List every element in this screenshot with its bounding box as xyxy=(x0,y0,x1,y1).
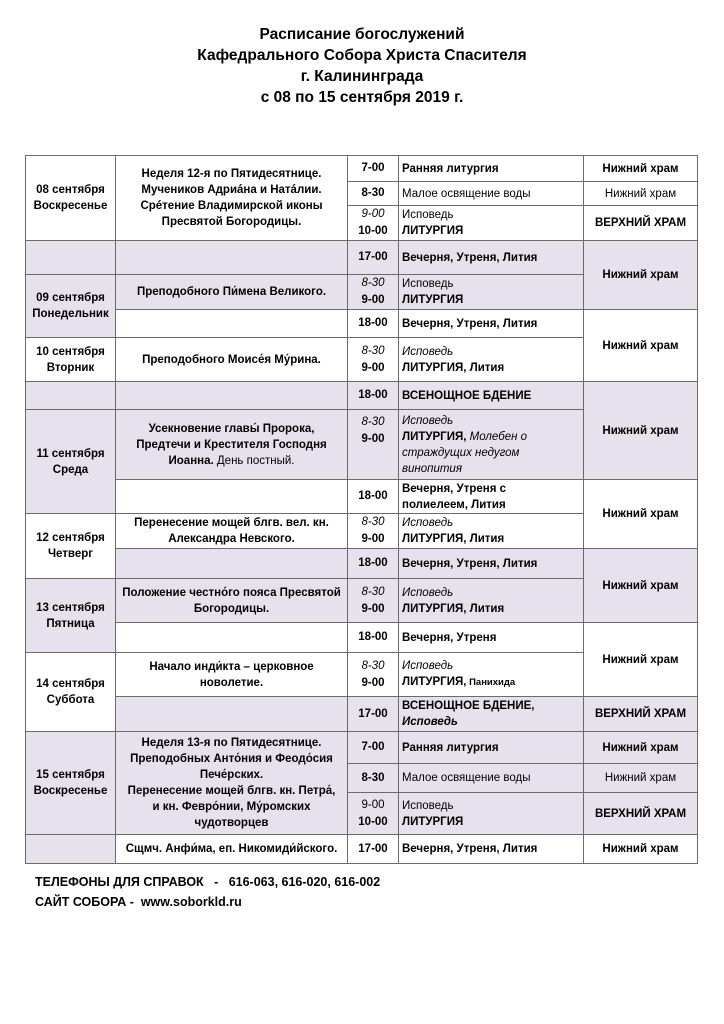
date-cell xyxy=(26,514,116,579)
weekday-label: Среда xyxy=(52,463,89,476)
schedule-table xyxy=(25,155,698,864)
time-cell: 18-00 xyxy=(348,549,399,579)
time-liturgy: 9-00 xyxy=(361,676,385,689)
date-label: 12 сентября xyxy=(36,532,105,544)
service-cell: Вечерня, Утреня, Лития xyxy=(399,310,584,338)
feast-line: Положение честно́го пояса Пресвятой xyxy=(122,586,341,599)
feast-line: новолетие. xyxy=(199,676,264,689)
service-liturgy: ЛИТУРГИЯ xyxy=(402,225,464,237)
time-confession: 8-30 xyxy=(361,416,385,428)
service-liturgy: ЛИТУРГИЯ xyxy=(402,815,464,828)
title-line: Кафедрального Собора Христа Спасителя xyxy=(197,47,527,64)
time-confession: 8-30 xyxy=(361,344,385,357)
feast-line xyxy=(119,453,344,469)
place-cell: Нижний храм xyxy=(584,623,698,697)
title-line: с 08 по 15 сентября 2019 г. xyxy=(260,89,464,106)
feast-line: Перенесение мощей блгв. вел. кн. xyxy=(134,517,329,529)
time-liturgy: 9-00 xyxy=(361,361,385,374)
date-label: 10 сентября xyxy=(36,345,105,358)
time-cell xyxy=(348,275,399,310)
place-cell: Нижний храм xyxy=(584,156,698,182)
feast-cell: Преподобного Пи́мена Великого. xyxy=(116,275,348,310)
time-cell: 8-30 xyxy=(348,764,399,793)
contacts-footer xyxy=(35,872,380,912)
feast-cell: Преподобного Моисе́я Му́рина. xyxy=(116,338,348,382)
service-liturgy: ЛИТУРГИЯ, Лития xyxy=(402,533,505,545)
table-row xyxy=(26,310,698,338)
table-row xyxy=(26,732,698,764)
title-line: Расписание богослужений xyxy=(259,26,465,43)
date-label: 13 сентября xyxy=(36,601,105,614)
feast-line: чудотворцев xyxy=(194,817,269,829)
time-cell: 8-30 xyxy=(348,182,399,206)
service-cell: Малое освящение воды xyxy=(399,182,584,206)
date-label: 11 сентября xyxy=(36,447,105,460)
feast-line: Пресвятой Богородицы. xyxy=(161,216,302,228)
time-liturgy: 10-00 xyxy=(358,815,388,828)
feast-cell xyxy=(116,579,348,623)
service-cell: Ранняя литургия xyxy=(399,156,584,182)
place-cell: Нижний храм xyxy=(584,382,698,480)
service-liturgy: ЛИТУРГИЯ, Лития xyxy=(402,361,505,374)
place-cell: Нижний храм xyxy=(584,732,698,764)
service-line: полиелеем, Лития xyxy=(402,498,506,511)
time-confession: 8-30 xyxy=(361,585,385,598)
time-cell xyxy=(348,793,399,835)
table-row xyxy=(26,156,698,182)
feast-line: Александра Невского. xyxy=(168,533,295,545)
table-row xyxy=(26,835,698,864)
time-cell: 18-00 xyxy=(348,623,399,653)
feast-cell xyxy=(116,732,348,835)
feast-cell xyxy=(116,410,348,480)
service-confession: Исповедь xyxy=(402,660,454,672)
date-label: 08 сентября xyxy=(36,184,105,196)
feast-line: Срéтение Владимирской иконы xyxy=(140,200,323,212)
service-confession: Исповедь xyxy=(402,586,454,599)
page-title xyxy=(0,24,724,108)
date-cell xyxy=(26,338,116,382)
feast-text: Иоанна. xyxy=(168,454,214,467)
time-cell xyxy=(348,579,399,623)
time-confession: 8-30 xyxy=(361,659,385,672)
empty-cell xyxy=(26,241,116,275)
time-cell xyxy=(348,338,399,382)
weekday-label: Четверг xyxy=(47,548,94,560)
service-cell: Малое освящение воды xyxy=(399,764,584,793)
service-confession: Исповедь xyxy=(402,278,454,290)
service-cell xyxy=(399,480,584,514)
feast-line: Преподобных Анто́ния и Феодо́сия xyxy=(130,753,333,765)
date-cell xyxy=(26,156,116,241)
place-cell: Нижний храм xyxy=(584,310,698,382)
service-cell xyxy=(399,338,584,382)
date-cell xyxy=(26,653,116,732)
service-cell: ВСЕНОЩНОЕ БДЕНИЕ xyxy=(399,382,584,410)
time-confession: 8-30 xyxy=(361,516,385,528)
fast-note: День постный. xyxy=(213,454,295,467)
service-liturgy: ЛИТУРГИЯ, xyxy=(402,430,467,443)
weekday-label: Понедельник xyxy=(32,308,109,320)
time-cell: 17-00 xyxy=(348,835,399,864)
empty-cell xyxy=(26,835,116,864)
service-cell xyxy=(399,206,584,241)
service-cell xyxy=(399,793,584,835)
time-liturgy: 9-00 xyxy=(361,533,385,545)
service-cell: Вечерня, Утреня, Лития xyxy=(399,835,584,864)
place-cell: Нижний храм xyxy=(584,764,698,793)
time-cell: 18-00 xyxy=(348,480,399,514)
time-cell: 7-00 xyxy=(348,156,399,182)
feast-cell xyxy=(116,156,348,241)
empty-cell xyxy=(116,310,348,338)
table-row xyxy=(26,480,698,514)
feast-line: Усекновение главы́ Пророка, xyxy=(148,422,315,435)
place-cell: Нижний храм xyxy=(584,549,698,623)
empty-cell xyxy=(116,697,348,732)
time-liturgy: 9-00 xyxy=(361,433,385,445)
time-cell xyxy=(348,410,399,480)
time-liturgy: 9-00 xyxy=(361,294,385,306)
time-cell xyxy=(348,514,399,549)
table-row xyxy=(26,697,698,732)
feast-line: и кн. Февро́нии, Му́ромских xyxy=(152,801,311,813)
place-cell: ВЕРХНИЙ ХРАМ xyxy=(584,206,698,241)
time-cell: 18-00 xyxy=(348,382,399,410)
place-cell: Нижний храм xyxy=(584,835,698,864)
service-cell xyxy=(399,653,584,697)
time-liturgy: 10-00 xyxy=(358,225,388,237)
service-confession: Исповедь xyxy=(402,799,454,812)
service-cell xyxy=(399,697,584,732)
feast-cell xyxy=(116,514,348,549)
feast-line: Неделя 12-я по Пятидесятнице. xyxy=(141,168,322,180)
empty-cell xyxy=(116,241,348,275)
time-confession: 9-00 xyxy=(361,798,385,811)
service-confession: Исповедь xyxy=(402,414,454,427)
time-confession: 8-30 xyxy=(361,277,385,289)
service-cell xyxy=(399,514,584,549)
website-line: САЙТ СОБОРА - www.soborkld.ru xyxy=(35,895,242,909)
service-cell xyxy=(399,410,584,480)
empty-cell xyxy=(116,549,348,579)
feast-line: Неделя 13-я по Пятидесятнице. xyxy=(141,737,322,749)
service-line: Вечерня, Утреня с xyxy=(402,482,507,495)
time-cell xyxy=(348,206,399,241)
feast-line: Пече́рских. xyxy=(199,769,264,781)
service-panikhida: Панихида xyxy=(466,677,516,688)
date-cell xyxy=(26,275,116,338)
service-cell: Ранняя литургия xyxy=(399,732,584,764)
service-cell: Вечерня, Утреня xyxy=(399,623,584,653)
service-cell xyxy=(399,579,584,623)
feast-cell xyxy=(116,653,348,697)
date-cell xyxy=(26,410,116,514)
empty-cell xyxy=(116,480,348,514)
weekday-label: Воскресенье xyxy=(33,785,108,797)
service-cell: Вечерня, Утреня, Лития xyxy=(399,241,584,275)
service-cell: Вечерня, Утреня, Лития xyxy=(399,549,584,579)
feast-cell: Сщмч. Анфи́ма, еп. Никомиди́йского. xyxy=(116,835,348,864)
place-cell: Нижний храм xyxy=(584,480,698,549)
feast-line: Мучеников Адриáна и Натáлии. xyxy=(141,184,322,196)
table-row xyxy=(26,241,698,275)
empty-cell xyxy=(116,382,348,410)
feast-line: Предтечи и Крестителя Господня xyxy=(136,438,327,451)
feast-line: Перенесение мощей блгв. кн. Петра́, xyxy=(127,785,336,797)
empty-cell xyxy=(116,623,348,653)
service-confession: Исповедь xyxy=(402,517,454,529)
table-row xyxy=(26,623,698,653)
date-label: 09 сентября xyxy=(36,292,105,304)
empty-cell xyxy=(26,382,116,410)
table-row xyxy=(26,549,698,579)
service-liturgy: ЛИТУРГИЯ, Лития xyxy=(402,602,505,615)
service-confession: Исповедь xyxy=(402,209,454,221)
title-line: г. Калининграда xyxy=(300,68,424,85)
date-label: 14 сентября xyxy=(36,678,105,690)
weekday-label: Воскресенье xyxy=(33,200,108,212)
time-cell: 17-00 xyxy=(348,241,399,275)
date-label: 15 сентября xyxy=(36,769,105,781)
service-moleben: Молебен о страждущих недугом винопития xyxy=(402,430,528,475)
service-liturgy: ЛИТУРГИЯ, xyxy=(402,676,467,688)
time-cell: 18-00 xyxy=(348,310,399,338)
weekday-label: Суббота xyxy=(46,694,95,706)
date-cell xyxy=(26,579,116,653)
place-cell: ВЕРХНИЙ ХРАМ xyxy=(584,697,698,732)
phones-line: ТЕЛЕФОНЫ ДЛЯ СПРАВОК - 616-063, 616-020, 616-002 xyxy=(35,875,381,889)
service-liturgy: ЛИТУРГИЯ xyxy=(402,294,464,306)
place-cell: ВЕРХНИЙ ХРАМ xyxy=(584,793,698,835)
time-cell: 7-00 xyxy=(348,732,399,764)
weekday-label: Вторник xyxy=(46,361,95,374)
place-cell: Нижний храм xyxy=(584,182,698,206)
feast-line: Начало инди́кта – церковное xyxy=(149,660,314,673)
date-cell xyxy=(26,732,116,835)
service-vigil: ВСЕНОЩНОЕ БДЕНИЕ, xyxy=(402,700,535,712)
service-confession: Исповедь xyxy=(402,716,458,728)
time-cell xyxy=(348,653,399,697)
place-cell: Нижний храм xyxy=(584,241,698,310)
weekday-label: Пятница xyxy=(46,617,95,630)
time-confession: 9-00 xyxy=(361,208,385,220)
service-confession: Исповедь xyxy=(402,345,454,358)
time-liturgy: 9-00 xyxy=(361,602,385,615)
table-row xyxy=(26,382,698,410)
feast-line: Богородицы. xyxy=(193,602,270,615)
time-cell: 17-00 xyxy=(348,697,399,732)
service-cell xyxy=(399,275,584,310)
